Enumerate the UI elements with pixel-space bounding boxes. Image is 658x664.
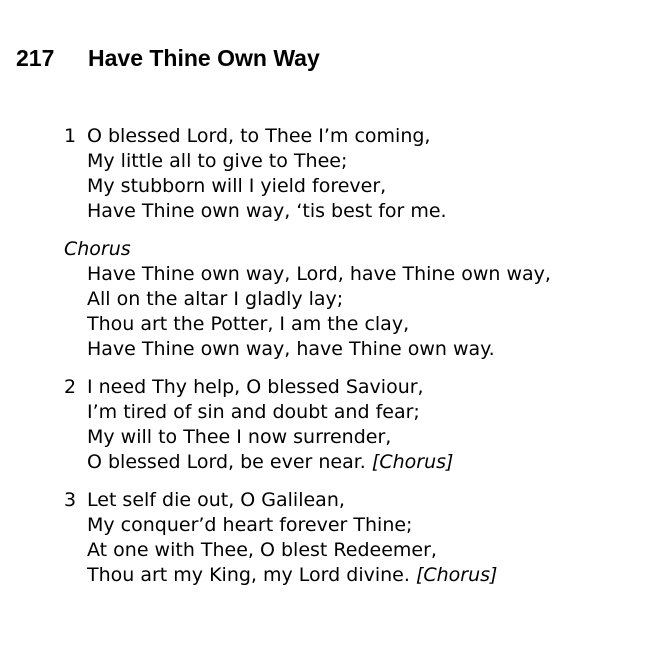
hymn-header bbox=[16, 43, 320, 73]
verse-line-text: O blessed Lord, be ever near. bbox=[87, 451, 366, 473]
verse-line: Have Thine own way, ‘tis best for me. bbox=[87, 200, 447, 222]
verse-line: At one with Thee, O blest Redeemer, bbox=[87, 539, 437, 561]
chorus-label: Chorus bbox=[64, 238, 131, 260]
hymn-title: Have Thine Own Way bbox=[88, 45, 320, 71]
chorus-reference: [Chorus] bbox=[371, 451, 454, 473]
verse-line-text: Thou art my King, my Lord divine. bbox=[87, 564, 410, 586]
verse-1 bbox=[64, 124, 447, 224]
hymn-number: 217 bbox=[16, 45, 55, 71]
verse-line: I’m tired of sin and doubt and fear; bbox=[87, 401, 420, 423]
verse-line: I need Thy help, O blessed Saviour, bbox=[87, 376, 424, 398]
verse-line bbox=[64, 450, 453, 475]
chorus-line: Have Thine own way, have Thine own way. bbox=[87, 338, 495, 360]
chorus-line: Thou art the Potter, I am the clay, bbox=[87, 313, 410, 335]
verse-line: My conquer’d heart forever Thine; bbox=[87, 514, 413, 536]
verse-line: Let self die out, O Galilean, bbox=[87, 489, 345, 511]
verse-line: My stubborn will I yield forever, bbox=[87, 175, 387, 197]
verse-3 bbox=[64, 488, 497, 588]
chorus-reference: [Chorus] bbox=[415, 564, 498, 586]
verse-line bbox=[64, 563, 497, 588]
verse-line: My will to Thee I now surrender, bbox=[87, 426, 392, 448]
chorus-line: All on the altar I gladly lay; bbox=[87, 288, 344, 310]
verse-number: 2 bbox=[64, 376, 77, 398]
verse-line: My little all to give to Thee; bbox=[87, 150, 348, 172]
verse-number: 3 bbox=[64, 489, 77, 511]
verse-number: 1 bbox=[64, 125, 77, 147]
chorus bbox=[64, 237, 551, 362]
verse-line: O blessed Lord, to Thee I’m coming, bbox=[87, 125, 431, 147]
verse-2 bbox=[64, 375, 453, 475]
chorus-line: Have Thine own way, Lord, have Thine own way, bbox=[87, 263, 551, 285]
